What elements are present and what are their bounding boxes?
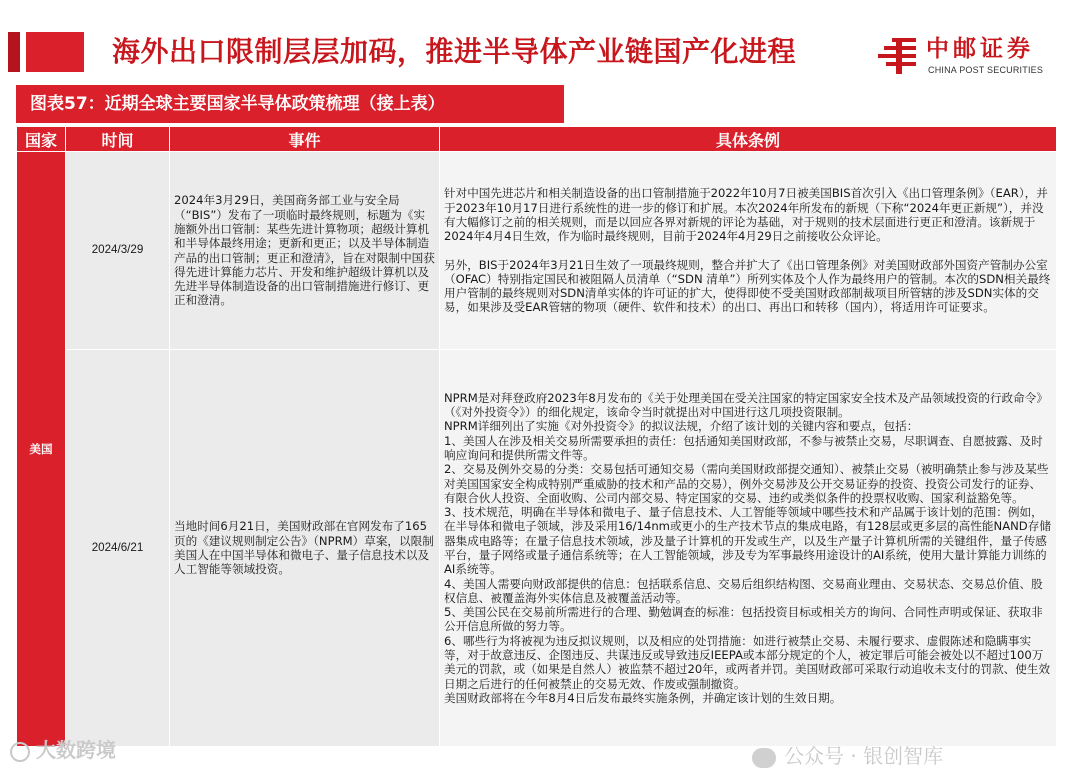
detail-line: 5、美国公民在交易前所需进行的合理、勤勉调查的标准：包括投资目标或相关方的询问、合同性声明或保证、获取非公开信息所做的努力等。 bbox=[444, 605, 1043, 634]
date-cell: 2024/3/29 bbox=[66, 152, 170, 350]
wechat-icon bbox=[752, 748, 776, 768]
page-title: 海外出口限制层层加码，推进半导体产业链国产化进程 bbox=[112, 35, 797, 68]
policy-table bbox=[16, 126, 1057, 747]
watermark-right-text: 公众号 · 银创智库 bbox=[784, 744, 944, 768]
watermark-right bbox=[752, 740, 943, 769]
header-accent-block bbox=[26, 32, 84, 72]
logo-text-en: CHINA POST SECURITIES bbox=[928, 65, 1044, 75]
date-cell: 2024/6/21 bbox=[66, 350, 170, 747]
china-post-logo-icon bbox=[878, 36, 920, 76]
header-detail: 具体条例 bbox=[440, 127, 1057, 152]
header-event: 事件 bbox=[170, 127, 440, 152]
detail-line: NPRM详细列出了实施《对外投资令》的拟议法规，介绍了该计划的关键内容和要点，包括： bbox=[444, 419, 919, 434]
watermark-logo-icon bbox=[10, 742, 30, 762]
event-cell: 当地时间6月21日，美国财政部在官网发布了165页的《建议规则制定公告》（NPRM）草案，以限制美国人在中国半导体和微电子、量子信息技术以及人工智能等领域投资。 bbox=[170, 350, 440, 747]
detail-paragraph: 针对中国先进芯片和相关制造设备的出口管制措施于2022年10月7日被美国BIS首次引入《出口管理条例》（EAR），并于2023年10月17日进行系统性的进一步的修订和扩展。本次2024年所发布的新规（下称“2024年更正新规”），并没有大幅修订之前的相关规则，而是以回应各界对新规的评论为基础，对于规则的技术层面进行更正和澄清。该新规于2024年4月4日生效，作为临时最终规则，目前于2024年4月29日之前接收公众评论。 bbox=[444, 186, 1048, 244]
logo-text-cn: 中邮证券 bbox=[926, 36, 1034, 62]
country-cell: 美国 bbox=[17, 152, 66, 747]
table-row bbox=[17, 350, 1057, 747]
company-logo bbox=[878, 36, 1068, 80]
detail-line: 4、美国人需要向财政部提供的信息：包括联系信息、交易后组织结构图、交易商业理由、交易状态、交易总价值、股权信息、被覆盖海外实体信息及被覆盖活动等。 bbox=[444, 576, 1043, 605]
detail-line: 2、交易及例外交易的分类：交易包括可通知交易（需向美国财政部提交通知）、被禁止交易（被明确禁止参与涉及某些对美国国家安全构成特别严重威胁的技术和产品的交易），例外交易涉及公开交易证券的投资、投资公司发行的证券、有限合伙人投资、全面收购、公司内部交易、特定国家的交易、违约或类似条件的投票权收购、国家利益豁免等。 bbox=[444, 462, 1049, 505]
detail-cell bbox=[440, 350, 1057, 747]
header-country: 国家 bbox=[17, 127, 66, 152]
detail-line: 6、哪些行为将被视为违反拟议规则，以及相应的处罚措施：如进行被禁止交易、未履行要求、虚假陈述和隐瞒事实等，对于故意违反、企图违反、共谋违反或导致违反IEEPA或本部分规定的个人，被定罪后可能会被处以不超过100万美元的罚款，或（如果是自然人）被监禁不超过20年，或两者并罚。美国财政部可采取行动追收未支付的罚款、使生效日期之后进行的任何被禁止的交易无效、作废或强制撤资。 bbox=[444, 633, 1051, 691]
detail-line: 3、技术规范，明确在半导体和微电子、量子信息技术、人工智能等领域中哪些技术和产品属于该计划的范围：例如，在半导体和微电子领域，涉及采用16/14nm或更小的生产技术节点的集成电路，有128层或更多层的高性能NAND存储器集成电路等；在量子信息技术领域，涉及量子计算机的开发或生产，以及生产量子计算机所需的关键组件，量子传感平台，量子网络或量子通信系统等；在人工智能领域，涉及专为军事最终用途设计的AI系统，使用大量计算能力训练的AI系统等。 bbox=[444, 505, 1051, 577]
figure-caption: 图表57：近期全球主要国家半导体政策梳理（接上表） bbox=[16, 85, 564, 123]
watermark-left-text: 大数跨境 bbox=[36, 738, 116, 762]
detail-cell bbox=[440, 152, 1057, 350]
detail-line: NPRM是对拜登政府2023年8月发布的《关于处理美国在受关注国家的特定国家安全技术及产品领域投资的行政命令》（《对外投资令》）的细化规定，该命令当时就提出对中国进行这几项投资限制。 bbox=[444, 390, 1048, 420]
detail-paragraph: 另外，BIS于2024年3月21日生效了一项最终规则，整合并扩大了《出口管理条例》对美国财政部外国资产管制办公室（OFAC）特别指定国民和被阻隔人员清单（“SDN 清单”）所列实体及个人作为最终用户的管制。本次的SDN相关最终用户管制的最终规则对SDN清单实体的许可证的扩大，使得即使不受美国财政部制裁项目所管辖的涉及SDN实体的交易，如果涉及受EAR管辖的物项（硬件、软件和技术）的出口、再出口和转移（国内），将适用许可证要求。 bbox=[444, 257, 1051, 315]
header-date: 时间 bbox=[66, 127, 170, 152]
watermark-left bbox=[10, 734, 116, 763]
detail-line: 1、美国人在涉及相关交易所需要承担的责任：包括通知美国财政部，不参与被禁止交易，尽职调查、自愿披露、及时响应询问和提供所需文件等。 bbox=[444, 433, 1043, 462]
table-header-row bbox=[17, 127, 1057, 152]
detail-line: 美国财政部将在今年8月4日后发布最终实施条例，并确定该计划的生效日期。 bbox=[444, 690, 842, 705]
event-cell: 2024年3月29日，美国商务部工业与安全局（“BIS”）发布了一项临时最终规则，标题为《实施额外出口管制：某些先进计算物项；超级计算机和半导体最终用途；更新和更正；以及半导体制造产品的出口管制；更正和澄清》，旨在对限制中国获得先进计算能力芯片、开发和维护超级计算机以及先进半导体制造设备的出口管制措施进行修订、更正和澄清。 bbox=[170, 152, 440, 350]
header-accent-bar bbox=[8, 32, 20, 72]
table-row bbox=[17, 152, 1057, 350]
